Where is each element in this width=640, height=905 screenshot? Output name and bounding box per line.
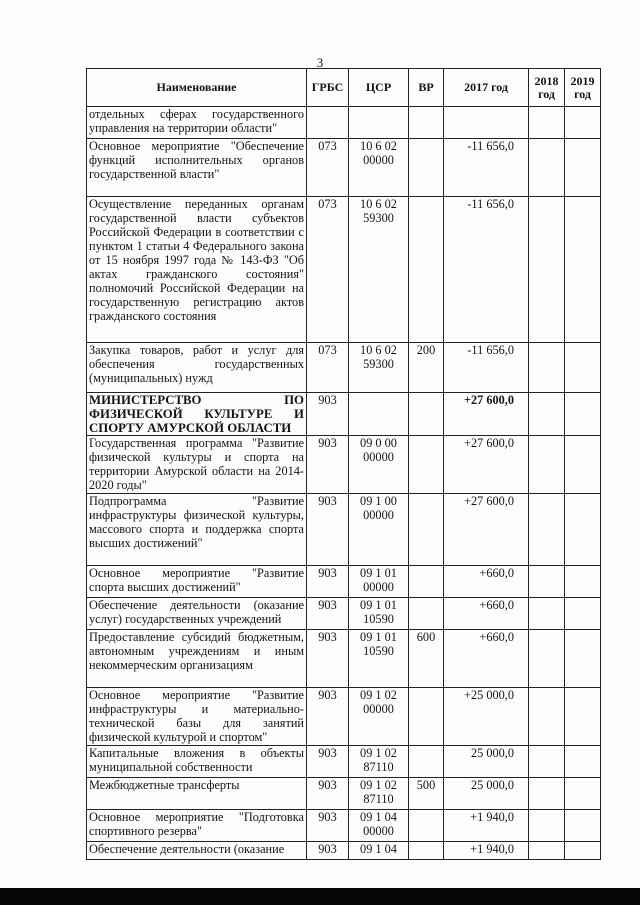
- row-grbs: 903: [307, 746, 349, 778]
- row-2019: [565, 778, 601, 810]
- row-name: Государственная программа "Развитие физической культуры и спорта на территории Амурской области на 2014-2020 годы": [87, 436, 307, 494]
- table-row: [87, 598, 601, 630]
- table-row: [87, 139, 601, 197]
- row-2017: -11 656,0: [444, 197, 529, 343]
- row-csr: 09 1 04 00000: [349, 810, 409, 842]
- row-2017: +660,0: [444, 566, 529, 598]
- row-2019: [565, 842, 601, 860]
- row-2018: [529, 197, 565, 343]
- table-row: [87, 746, 601, 778]
- row-csr: 10 6 02 59300: [349, 197, 409, 343]
- page-number: 3: [316, 55, 324, 70]
- row-grbs: 903: [307, 393, 349, 436]
- row-vr: [409, 139, 444, 197]
- row-2019: [565, 436, 601, 494]
- row-2019: [565, 746, 601, 778]
- row-csr: 10 6 02 00000: [349, 139, 409, 197]
- row-2018: [529, 810, 565, 842]
- row-name: Обеспечение деятельности (оказание: [87, 842, 307, 860]
- header-row: [87, 69, 601, 107]
- header-2017: 2017 год: [444, 69, 529, 107]
- header-csr: ЦСР: [349, 69, 409, 107]
- row-vr: [409, 436, 444, 494]
- table-row: [87, 688, 601, 746]
- row-name: Основное мероприятие "Развитие инфраструктуры и материально-технической базы для занятий физической культурой и спортом": [87, 688, 307, 746]
- row-2018: [529, 139, 565, 197]
- row-grbs: 073: [307, 343, 349, 393]
- row-grbs: 903: [307, 494, 349, 566]
- row-csr: 09 1 00 00000: [349, 494, 409, 566]
- row-grbs: 903: [307, 630, 349, 688]
- row-vr: 600: [409, 630, 444, 688]
- table-row: [87, 107, 601, 139]
- row-name: Основное мероприятие "Развитие спорта высших достижений": [87, 566, 307, 598]
- row-2019: [565, 343, 601, 393]
- row-vr: 200: [409, 343, 444, 393]
- row-name: Осуществление переданных органам государственной власти субъектов Российской Федерации в соответствии с пунктом 1 статьи 4 Федерального закона от 15 ноября 1997 года № 143-ФЗ "Об актах гражданского состояния" полномочий Российской Федерации на государственную регистрацию актов гражданского состояния: [87, 197, 307, 343]
- row-2018: [529, 436, 565, 494]
- row-2019: [565, 688, 601, 746]
- row-2018: [529, 842, 565, 860]
- row-2017: +27 600,0: [444, 436, 529, 494]
- row-csr: 09 1 02 87110: [349, 778, 409, 810]
- row-2018: [529, 630, 565, 688]
- row-2017: 25 000,0: [444, 746, 529, 778]
- row-grbs: 903: [307, 778, 349, 810]
- row-2018: [529, 393, 565, 436]
- row-name: Обеспечение деятельности (оказание услуг) государственных учреждений: [87, 598, 307, 630]
- row-2017: +1 940,0: [444, 842, 529, 860]
- row-2017: +660,0: [444, 630, 529, 688]
- row-vr: [409, 197, 444, 343]
- row-name: отдельных сферах государственного управления на территории области": [87, 107, 307, 139]
- row-csr: 09 1 01 10590: [349, 630, 409, 688]
- row-2017: +25 000,0: [444, 688, 529, 746]
- row-vr: [409, 810, 444, 842]
- table-row: [87, 393, 601, 436]
- row-2018: [529, 107, 565, 139]
- table-row: [87, 810, 601, 842]
- row-2019: [565, 810, 601, 842]
- row-2017: +27 600,0: [444, 494, 529, 566]
- row-name: Закупка товаров, работ и услуг для обеспечения государственных (муниципальных) нужд: [87, 343, 307, 393]
- row-grbs: 903: [307, 566, 349, 598]
- row-2019: [565, 598, 601, 630]
- row-2017: -11 656,0: [444, 139, 529, 197]
- row-vr: [409, 494, 444, 566]
- row-grbs: [307, 107, 349, 139]
- row-vr: [409, 842, 444, 860]
- row-2019: [565, 630, 601, 688]
- table-row: [87, 197, 601, 343]
- row-2017: +27 600,0: [444, 393, 529, 436]
- row-2019: [565, 197, 601, 343]
- row-2019: [565, 139, 601, 197]
- row-vr: 500: [409, 778, 444, 810]
- row-csr: 09 1 02 00000: [349, 688, 409, 746]
- row-2017: +660,0: [444, 598, 529, 630]
- row-2018: [529, 746, 565, 778]
- row-name: Подпрограмма "Развитие инфраструктуры физической культуры, массового спорта и поддержка спорта высших достижений": [87, 494, 307, 566]
- table-row: [87, 566, 601, 598]
- row-csr: 09 1 01 10590: [349, 598, 409, 630]
- row-2018: [529, 778, 565, 810]
- row-name: Основное мероприятие "Подготовка спортивного резерва": [87, 810, 307, 842]
- row-2018: [529, 598, 565, 630]
- row-2017: +1 940,0: [444, 810, 529, 842]
- row-2019: [565, 107, 601, 139]
- row-vr: [409, 688, 444, 746]
- row-grbs: 903: [307, 688, 349, 746]
- row-grbs: 073: [307, 139, 349, 197]
- row-name: Основное мероприятие "Обеспечение функций исполнительных органов государственной власти": [87, 139, 307, 197]
- row-csr: 10 6 02 59300: [349, 343, 409, 393]
- row-grbs: 073: [307, 197, 349, 343]
- table-row: [87, 494, 601, 566]
- table-row: [87, 436, 601, 494]
- header-2019: 2019 год: [565, 69, 601, 107]
- table-row: [87, 630, 601, 688]
- header-grbs: ГРБС: [307, 69, 349, 107]
- row-vr: [409, 393, 444, 436]
- row-name: Предоставление субсидий бюджетным, автономным учреждениям и иным некоммерческим организациям: [87, 630, 307, 688]
- table-row: [87, 778, 601, 810]
- budget-table: [86, 68, 601, 860]
- row-csr: 09 1 01 00000: [349, 566, 409, 598]
- row-2019: [565, 494, 601, 566]
- table-row: [87, 343, 601, 393]
- row-name: Межбюджетные трансферты: [87, 778, 307, 810]
- header-name: Наименование: [87, 69, 307, 107]
- row-2019: [565, 566, 601, 598]
- row-csr: [349, 107, 409, 139]
- row-name: МИНИСТЕРСТВО ПО ФИЗИЧЕСКОЙ КУЛЬТУРЕ И СПОРТУ АМУРСКОЙ ОБЛАСТИ: [87, 393, 307, 436]
- row-csr: [349, 393, 409, 436]
- row-grbs: 903: [307, 842, 349, 860]
- row-grbs: 903: [307, 436, 349, 494]
- header-vr: ВР: [409, 69, 444, 107]
- row-vr: [409, 566, 444, 598]
- scan-edge-bar: [0, 888, 640, 905]
- row-vr: [409, 107, 444, 139]
- row-vr: [409, 746, 444, 778]
- row-csr: 09 0 00 00000: [349, 436, 409, 494]
- table-row: [87, 842, 601, 860]
- row-2017: [444, 107, 529, 139]
- row-2018: [529, 343, 565, 393]
- row-csr: 09 1 04: [349, 842, 409, 860]
- row-grbs: 903: [307, 810, 349, 842]
- row-name: Капитальные вложения в объекты муниципальной собственности: [87, 746, 307, 778]
- row-vr: [409, 598, 444, 630]
- row-2018: [529, 688, 565, 746]
- row-2017: -11 656,0: [444, 343, 529, 393]
- header-2018: 2018 год: [529, 69, 565, 107]
- row-2018: [529, 566, 565, 598]
- row-2019: [565, 393, 601, 436]
- row-csr: 09 1 02 87110: [349, 746, 409, 778]
- row-2017: 25 000,0: [444, 778, 529, 810]
- row-2018: [529, 494, 565, 566]
- row-grbs: 903: [307, 598, 349, 630]
